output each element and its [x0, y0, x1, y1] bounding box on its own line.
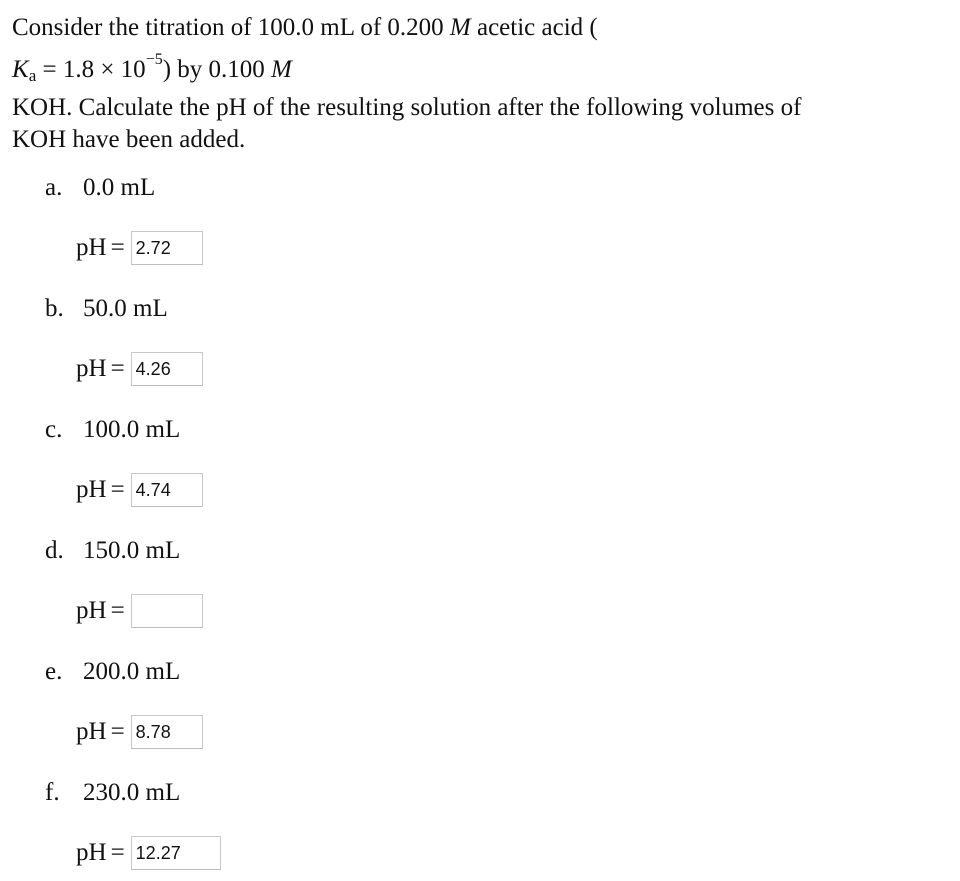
ph-label: pH: [76, 718, 107, 745]
koh-formula: KOH: [12, 126, 67, 153]
question-line-3: [12, 92, 912, 124]
ph-input-b[interactable]: 4.26: [131, 352, 203, 386]
question-text-segment: . Calculate the pH of the resulting solution after the following volumes of: [66, 94, 802, 121]
question-text: [12, 12, 912, 156]
ka-exponent: −5: [145, 51, 163, 68]
question-line-2: [12, 44, 912, 92]
part-volume: 50.0 mL: [83, 295, 168, 322]
part-label: c.: [45, 416, 63, 443]
part-volume: 200.0 mL: [83, 658, 181, 685]
part-e-volume: [45, 658, 180, 686]
equals-sign: =: [110, 234, 125, 261]
part-volume: 150.0 mL: [83, 537, 181, 564]
ph-label: pH: [76, 597, 107, 624]
part-d-volume: [45, 537, 180, 565]
ph-input-a[interactable]: 2.72: [131, 231, 203, 265]
question-line-1: [12, 12, 912, 44]
part-a-answer: [76, 231, 203, 265]
ph-input-f[interactable]: 12.27: [131, 836, 221, 870]
equals-sign: =: [110, 355, 125, 382]
part-volume: 230.0 mL: [83, 779, 181, 806]
equals-sign: =: [110, 597, 125, 624]
ph-label: pH: [76, 839, 107, 866]
question-text-segment: ) by 0.100: [162, 56, 272, 83]
part-f-answer: [76, 836, 221, 870]
part-volume: 100.0 mL: [83, 416, 181, 443]
part-label: f.: [45, 779, 60, 806]
part-c-answer: [76, 473, 203, 507]
part-label: b.: [45, 295, 64, 322]
ph-input-c[interactable]: 4.74: [131, 473, 203, 507]
part-c-volume: [45, 416, 180, 444]
part-a-volume: [45, 174, 155, 202]
part-b-answer: [76, 352, 203, 386]
part-label: d.: [45, 537, 64, 564]
ph-input-e[interactable]: 8.78: [131, 715, 203, 749]
ph-label: pH: [76, 234, 107, 261]
ka-subscript: a: [28, 66, 37, 85]
question-text-segment: Consider the titration of 100.0 mL of 0.200: [12, 14, 450, 41]
equals-sign: =: [110, 839, 125, 866]
ph-label: pH: [76, 476, 107, 503]
part-f-volume: [45, 779, 180, 807]
part-b-volume: [45, 295, 168, 323]
koh-formula: KOH: [12, 94, 67, 121]
equals-sign: =: [110, 718, 125, 745]
part-label: e.: [45, 658, 63, 685]
question-text-segment: have been added.: [66, 126, 246, 153]
question-line-4: [12, 124, 912, 156]
ka-value: = 1.8 × 10: [36, 56, 146, 83]
part-volume: 0.0 mL: [83, 174, 156, 201]
ph-input-d[interactable]: [131, 594, 203, 628]
ka-symbol: K: [12, 56, 29, 83]
part-d-answer: [76, 594, 203, 628]
equals-sign: =: [110, 476, 125, 503]
part-label: a.: [45, 174, 63, 201]
ph-label: pH: [76, 355, 107, 382]
question-text-segment: acetic acid (: [470, 14, 598, 41]
molarity-symbol: M: [449, 14, 471, 41]
part-e-answer: [76, 715, 203, 749]
molarity-symbol: M: [271, 56, 292, 83]
